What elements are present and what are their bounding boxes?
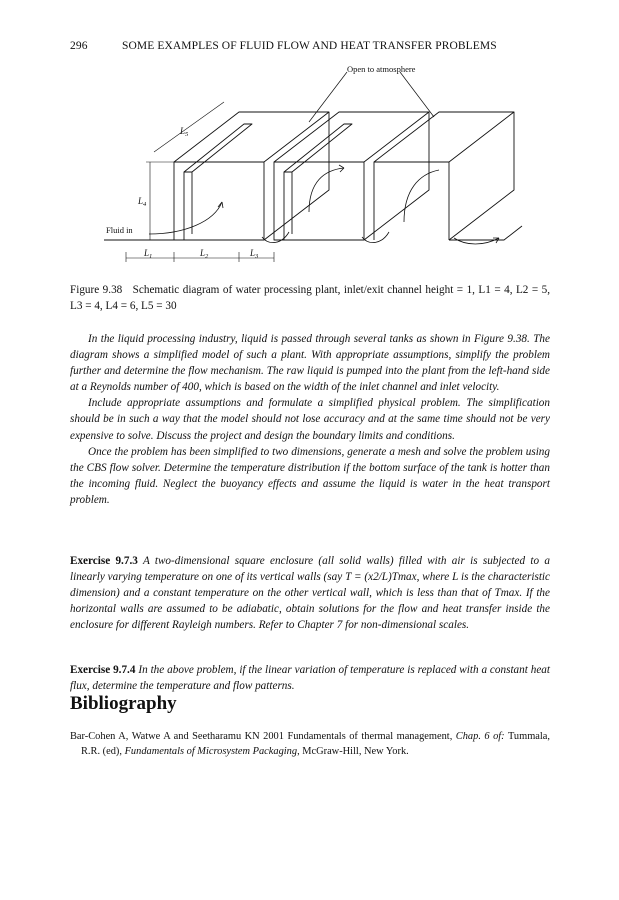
bibliography-entry: Bar-Cohen A, Watwe A and Seetharamu KN 2001 Fundamentals of thermal management, Chap. 6 of: Tummala, R.R. (ed), Fundamentals of Microsystem Packaging, McGraw-Hill, New York.: [70, 731, 550, 757]
bibliography-heading: Bibliography: [70, 693, 177, 714]
plant-schematic: [104, 62, 524, 272]
leader-line-right: [400, 72, 434, 117]
flow-arrow-3: [309, 168, 344, 212]
bibliography-list: [70, 729, 550, 759]
baffle-1: [184, 172, 192, 240]
paragraph-2: Include appropriate assumptions and formulate a simplified physical problem. The simplification should be in such a way that the model should not lose accuracy and at the same time should not be very expensive to solve. Discuss the project and design the boundary limits and conditions.: [70, 397, 550, 442]
label-l3: $L_3$: [250, 248, 259, 260]
tank-3-side: [449, 112, 514, 240]
flow-arrow-4: [362, 232, 389, 243]
leader-line-left: [309, 72, 347, 122]
exercise-label: Exercise 9.7.3: [70, 555, 138, 567]
baffle-1-top: [184, 124, 252, 172]
problem-description: [70, 331, 550, 508]
label-l4: $L_4$: [138, 196, 147, 208]
flow-arrow-1: [149, 202, 222, 234]
tank-2-front: [274, 162, 364, 240]
dim-line-l5: [154, 102, 224, 152]
label-l1: $L_1$: [144, 248, 153, 260]
exercise-label: Exercise 9.7.4: [70, 664, 136, 676]
caption-text: Schematic diagram of water processing plant, inlet/exit channel height = 1, L1 = 4, L2 = 5, L3 = 4, L4 = 6, L5 = 30: [70, 284, 551, 312]
outlet-channel: [449, 226, 522, 240]
label-open-to-atmosphere: Open to atmosphere: [347, 64, 416, 74]
baffle-2-top: [284, 124, 352, 172]
exercise-text: A two-dimensional square enclosure (all solid walls) filled with air is subjected to a linearly varying temperature on one of its vertical walls (say T = (x2/L)Tmax, where L is the characteristic dimension) and a constant temperature on the other vertical wall, which is less than that of Tmax. If the horizontal walls are assumed to be adiabatic, obtain solutions for the flow and heat transfer inside the enclosure for different Rayleigh numbers. Refer to Chapter 7 for non-dimensional scales.: [70, 555, 550, 632]
caption-label: Figure 9.38: [70, 284, 123, 296]
flow-arrow-2: [262, 232, 289, 243]
page-number: 296: [70, 40, 88, 52]
tank-3-front: [374, 162, 449, 240]
paragraph-3: Once the problem has been simplified to two dimensions, generate a mesh and solve the problem using the CBS flow solver. Determine the temperature distribution if the bottom surface of the tank is hotter than the incoming fluid. Neglect the buoyancy effects and assume the liquid is water in the heat transport problem.: [70, 445, 550, 506]
figure-caption: [70, 282, 550, 314]
label-l5: $L_5$: [180, 126, 189, 138]
exercise-9-7-3: [70, 553, 550, 633]
baffle-2: [284, 172, 292, 240]
running-header: [70, 40, 550, 56]
flow-arrow-6: [454, 238, 499, 244]
paragraph-1: In the liquid processing industry, liquid is passed through several tanks as shown in Figure 9.38. The diagram shows a simplified model of such a plant. With appropriate assumptions, simplify the problem further and determine the flow mechanism. The raw liquid is pumped into the plant from the left-hand side at a Reynolds number of 400, which is based on the width of the inlet channel and inlet velocity.: [70, 333, 550, 394]
exercise-9-7-4: [70, 662, 550, 694]
label-l2: $L_2$: [200, 248, 209, 260]
tank-2-top: [274, 112, 429, 162]
tank-3-top: [374, 112, 514, 162]
figure-9-38: [104, 62, 524, 272]
label-fluid-in: Fluid in: [106, 225, 133, 235]
exercise-text: In the above problem, if the linear variation of temperature is replaced with a constant heat flux, determine the temperature and flow patterns.: [70, 664, 551, 693]
running-title: SOME EXAMPLES OF FLUID FLOW AND HEAT TRANSFER PROBLEMS: [122, 40, 497, 52]
